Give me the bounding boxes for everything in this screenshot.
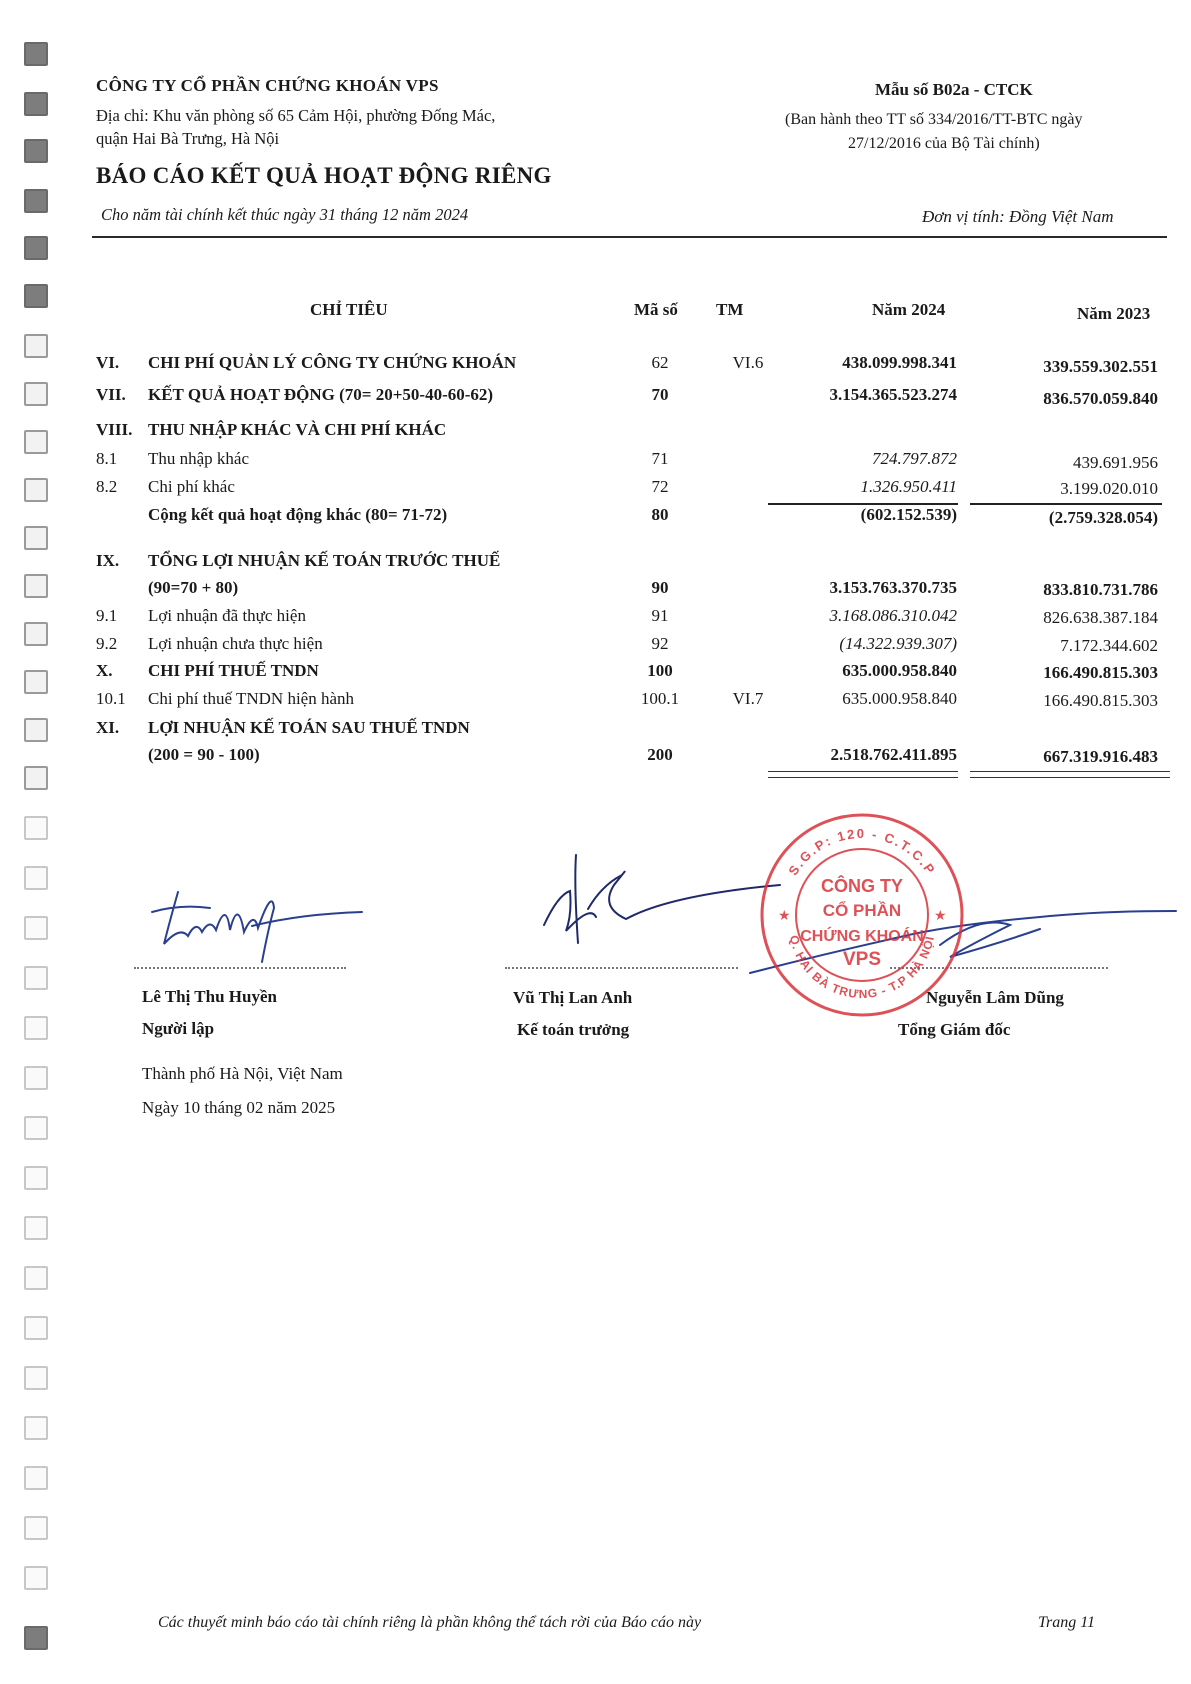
signing-date: Ngày 10 tháng 02 năm 2025 [142, 1098, 336, 1117]
binder-hole [24, 1566, 48, 1590]
seal-star-icon: ★ [778, 907, 791, 923]
row-note: VI.7 [732, 689, 764, 708]
binder-hole [24, 866, 48, 890]
row-value-2023: 833.810.731.786 [1043, 580, 1158, 599]
binder-hole [24, 1116, 48, 1140]
company-address-line2: quận Hai Bà Trưng, Hà Nội [96, 129, 280, 148]
row-number: 9.2 [96, 634, 118, 653]
row-label: TỔNG LỢI NHUẬN KẾ TOÁN TRƯỚC THUẾ [148, 551, 501, 570]
report-period: Cho năm tài chính kết thúc ngày 31 tháng 12 năm 2024 [101, 205, 469, 224]
row-number: IX. [96, 551, 120, 570]
row-code: 62 [651, 353, 669, 372]
row-value-2024: 635.000.958.840 [842, 661, 957, 680]
row-number: VIII. [96, 420, 133, 439]
row-label: THU NHẬP KHÁC VÀ CHI PHÍ KHÁC [148, 420, 447, 439]
row-label: LỢI NHUẬN KẾ TOÁN SAU THUẾ TNDN [148, 718, 470, 737]
row-value-2023: 836.570.059.840 [1043, 389, 1158, 408]
form-number: Mẫu số B02a - CTCK [875, 80, 1033, 99]
binder-hole [24, 236, 48, 260]
row-label: Lợi nhuận chưa thực hiện [148, 634, 323, 653]
row-value-2024: 2.518.762.411.895 [830, 745, 957, 764]
accountant-signature-line [505, 967, 738, 969]
table-row [0, 745, 1191, 771]
row-number: VI. [96, 353, 120, 372]
header-divider [92, 236, 1167, 238]
column-header-item: CHỈ TIÊU [310, 300, 388, 319]
row-value-2023: 166.490.815.303 [1043, 663, 1158, 682]
row-label: (90=70 + 80) [148, 578, 239, 597]
binder-hole [24, 1366, 48, 1390]
binder-hole [24, 189, 48, 213]
seal-ring-bottom: Q. HAI BÀ TRƯNG - T.P HÀ NỘI [786, 933, 938, 1002]
binder-hole [24, 1416, 48, 1440]
row-note: VI.6 [732, 353, 764, 372]
seal-star-icon: ★ [934, 907, 947, 923]
footer-note: Các thuyết minh báo cáo tài chính riêng là phần không thể tách rời của Báo cáo này [158, 1614, 702, 1631]
preparer-signature-line [134, 967, 346, 969]
accountant-name: Vũ Thị Lan Anh [513, 988, 633, 1007]
table-row [0, 420, 1191, 446]
row-code: 80 [651, 505, 669, 524]
binder-hole [24, 916, 48, 940]
row-code: 100 [647, 661, 673, 680]
row-code: 71 [651, 449, 669, 468]
currency-unit: Đơn vị tính: Đồng Việt Nam [922, 207, 1114, 226]
table-row [0, 661, 1191, 687]
row-value-2023: (2.759.328.054) [1048, 508, 1158, 527]
row-number: 10.1 [96, 689, 126, 708]
binder-hole [24, 139, 48, 163]
row-value-2023: 7.172.344.602 [1060, 636, 1158, 655]
binder-hole [24, 1066, 48, 1090]
page-number: Trang 11 [1038, 1614, 1096, 1631]
row-value-2023: 166.490.815.303 [1043, 691, 1158, 710]
table-row [0, 385, 1191, 411]
signing-place: Thành phố Hà Nội, Việt Nam [142, 1064, 343, 1083]
row-label: KẾT QUẢ HOẠT ĐỘNG (70= 20+50-40-60-62) [148, 385, 494, 404]
company-seal [757, 810, 967, 1020]
row-label: CHI PHÍ THUẾ TNDN [148, 661, 319, 680]
row-code: 72 [651, 477, 669, 496]
row-value-2024: 724.797.872 [872, 449, 957, 468]
row-code: 200 [647, 745, 673, 764]
row-value-2024: 3.168.086.310.042 [829, 606, 957, 625]
row-value-2024: 438.099.998.341 [842, 353, 957, 372]
table-row [0, 353, 1191, 379]
seal-line4: VPS [842, 949, 882, 970]
row-code: 92 [651, 634, 669, 653]
row-code: 91 [651, 606, 669, 625]
row-value-2024: 1.326.950.411 [860, 477, 957, 496]
seal-line1: CÔNG TY [820, 876, 904, 896]
binder-hole [24, 816, 48, 840]
binder-hole [24, 1266, 48, 1290]
binding-edge [0, 0, 70, 1684]
binder-hole [24, 966, 48, 990]
column-header-2023: Năm 2023 [1077, 304, 1151, 323]
row-value-2024: (14.322.939.307) [839, 634, 957, 653]
row-code: 90 [651, 578, 669, 597]
row-value-2023: 826.638.387.184 [1043, 608, 1158, 627]
report-title: BÁO CÁO KẾT QUẢ HOẠT ĐỘNG RIÊNG [96, 163, 552, 188]
director-role: Tổng Giám đốc [898, 1020, 1011, 1039]
row-value-2024: 3.153.763.370.735 [829, 578, 957, 597]
row-value-2023: 439.691.956 [1073, 453, 1158, 472]
preparer-role: Người lập [142, 1019, 215, 1038]
binder-hole [24, 1466, 48, 1490]
seal-ring-top: S.G.P: 120 - C.T.C.P [785, 825, 939, 879]
row-number: X. [96, 661, 113, 680]
row-value-2023: 667.319.916.483 [1043, 747, 1158, 766]
binder-hole [24, 1166, 48, 1190]
table-row [0, 718, 1191, 744]
total-double-underline [768, 771, 958, 778]
row-label: (200 = 90 - 100) [148, 745, 260, 764]
row-label: Lợi nhuận đã thực hiện [148, 606, 306, 625]
table-row [0, 578, 1191, 604]
table-row [0, 606, 1191, 632]
binder-hole [24, 1316, 48, 1340]
director-name: Nguyễn Lâm Dũng [926, 988, 1064, 1007]
binder-hole [24, 92, 48, 116]
row-value-2024: (602.152.539) [860, 505, 957, 524]
row-label: Chi phí thuế TNDN hiện hành [148, 689, 355, 708]
row-value-2023: 339.559.302.551 [1043, 357, 1158, 376]
table-row [0, 477, 1191, 503]
row-code: 70 [651, 385, 669, 404]
row-label: CHI PHÍ QUẢN LÝ CÔNG TY CHỨNG KHOÁN [148, 353, 517, 372]
row-value-2024: 635.000.958.840 [842, 689, 957, 708]
form-regulation-line2: 27/12/2016 của Bộ Tài chính) [848, 135, 1040, 152]
row-number: 8.2 [96, 477, 118, 496]
company-address-line1: Địa chỉ: Khu văn phòng số 65 Cảm Hội, phường Đống Mác, [96, 106, 496, 125]
row-label: Thu nhập khác [148, 449, 250, 468]
seal-line3: CHỨNG KHOÁN [800, 928, 924, 945]
table-row [0, 449, 1191, 475]
row-number: XI. [96, 718, 120, 737]
row-value-2023: 3.199.020.010 [1060, 479, 1158, 498]
table-row [0, 505, 1191, 531]
column-header-note: TM [716, 300, 744, 319]
accountant-role: Kế toán trưởng [517, 1020, 630, 1039]
binder-hole [24, 1516, 48, 1540]
preparer-signature [140, 870, 380, 970]
seal-line2: CỔ PHẦN [822, 901, 902, 920]
row-number: VII. [96, 385, 126, 404]
table-row [0, 551, 1191, 577]
row-number: 8.1 [96, 449, 118, 468]
preparer-name: Lê Thị Thu Huyền [142, 987, 277, 1006]
row-code: 100.1 [640, 689, 680, 708]
company-name: CÔNG TY CỔ PHẦN CHỨNG KHOÁN VPS [96, 76, 439, 95]
binder-hole [24, 284, 48, 308]
row-label: Cộng kết quả hoạt động khác (80= 71-72) [148, 505, 448, 524]
row-value-2024: 3.154.365.523.274 [829, 385, 957, 404]
svg-text:S.G.P: 120 - C.T.C.P [785, 826, 938, 878]
total-double-underline [970, 771, 1170, 778]
form-regulation-line1: (Ban hành theo TT số 334/2016/TT-BTC ngày [785, 111, 1083, 128]
binder-hole [24, 42, 48, 66]
column-header-code: Mã số [634, 300, 678, 319]
binder-hole [24, 1016, 48, 1040]
row-number: 9.1 [96, 606, 118, 625]
column-header-2024: Năm 2024 [872, 300, 946, 319]
binder-hole [24, 1626, 48, 1650]
binder-hole [24, 1216, 48, 1240]
row-label: Chi phí khác [148, 477, 235, 496]
table-row [0, 689, 1191, 715]
table-row [0, 634, 1191, 660]
